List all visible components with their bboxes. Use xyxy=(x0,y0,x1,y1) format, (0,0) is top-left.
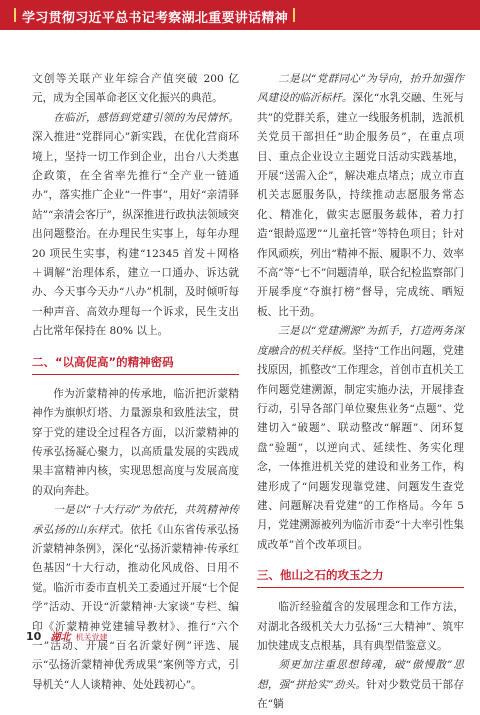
right-paragraph-1 xyxy=(257,70,464,322)
right-paragraph-4-body: 针对少数党员干部存在“躺 xyxy=(257,678,464,711)
right-paragraph-2-lead: 三是以“党建溯源”为抓手，打造两务深度融合的机关样板。 xyxy=(257,325,464,357)
left-paragraph-4-lead: 一是以“十大行动”为依托，共筑精神传承弘扬的山东样式。 xyxy=(32,504,239,536)
header-title: 学习贯彻习近平总书记考察湖北重要讲话精神 xyxy=(22,11,289,26)
section-heading-3: 三、他山之石的攻玉之力 xyxy=(257,567,464,588)
page-footer xyxy=(26,628,108,643)
left-paragraph-4-body: 依托《山东省传承弘扬沂蒙精神条例》，深化“弘扬沂蒙精神·传承红色基因”十大行动，推动化风成俗、日用不觉。临沂市委市直机关工委通过开展“七个促学”活动、开设“沂蒙精神·大家谈”专栏、编印《沂蒙精神党建辅导教材》、推行“六个一”活动、开展“百名沂蒙好例”评选、展示“弘扬沂蒙精神优秀成果”案例等方式，引导机关“人人谈精神、处处践初心”。 xyxy=(32,523,239,691)
left-paragraph-1: 文创等关联产业年综合产值突破 200 亿元，成为全国革命老区文化振兴的典范。 xyxy=(32,73,239,105)
left-paragraph-2-body: 深入推进“党群同心”新实践，在优化营商环境上，坚持一切工作到企业，出台八大类惠企政策，在全省率先推行“全产业一链通办”，落实推广企业“一件事”，用好“亲清驿站”“亲清会客厅”，纵深推进行政执法领域突出问题整治。在办理民生实事上，每年办理 20 项民生实事，构建“12345 首发＋网格＋调解”治理体系，建立一口通办、诉达就办、今天事今天办“八办”机制，及时倾听每一种声音、高效办理每一个诉求，民生支出占比常年保持在 80% 以上。 xyxy=(32,131,239,338)
right-paragraph-2 xyxy=(257,322,464,555)
right-paragraph-1-body: 深化“水乳交融、生死与共”的党群关系，建立一线服务机制，选派机关党员干部担任“助企服务员”，在重点项目、重点企业设立主题党日活动实践基地，开展“送需入企”，解决难点堵点；成立市直机关志愿服务队，持续推动志愿服务常态化、精准化，做实志愿服务载体，着力打造“银龄巡逻”“儿童托管”等特色项目；针对作风顽疾，列出“精神不振、履职不力、效率不高”等“七不”问题清单，联合纪检监察部门开展季度“夺旗打榜”督导，完成统、晒短板、比干劲。 xyxy=(257,92,464,318)
magazine-name: 湖北 xyxy=(50,632,71,643)
left-paragraph-4 xyxy=(32,501,239,695)
left-paragraph-2 xyxy=(32,109,239,342)
section-heading-2: 二、“以高促高”的精神密码 xyxy=(32,354,239,375)
left-column xyxy=(32,70,239,695)
right-paragraph-1-lead: 二是以“党群同心”为导向，抬升加强作风建设的临沂标杆。 xyxy=(257,73,464,105)
left-paragraph-3: 作为沂蒙精神的传承地，临沂把沂蒙精神作为旗帜灯塔、力量源泉和致胜法宝，贯穿于党的建设全过程各方面，以沂蒙精神的传承弘扬凝心聚力，以高质量发展的实践成果丰富精神内核，实现思想高度与发展高度的双向奔赴。 xyxy=(32,387,239,497)
page-number: 10 xyxy=(26,630,42,643)
right-paragraph-4-lead: 须更加注重思想铸魂，破“傲慢散”思想，强“拼抢实”劲头。 xyxy=(257,659,464,691)
right-paragraph-4 xyxy=(257,656,464,714)
header-right-mark xyxy=(293,8,295,22)
right-paragraph-2-body: 坚持“工作出问题，党建找原因，抓整改”工作理念，首创市直机关工作问题党建溯源，制定实施办法，开展排查行动，引导各部门单位聚焦业务“点题”、党建切入“破题”、联动整改“解题”、闭环复盘“验题”，以逆向式、延续性、务实化理念，一体推进机关党的建设和业务工作，构建形成了“问题发现靠党建、问题发生查党建、问题解决看党建”的工作格局。今年 5 月，党建溯源被列为临沂市委“十大率引性集成改革”首个改革项目。 xyxy=(257,344,464,551)
right-paragraph-3: 临沂经验蕴含的发展理念和工作方法，对湖北各级机关大力弘扬“三大精神”、筑牢加快建成支点根基，具有典型借鉴意义。 xyxy=(257,601,464,652)
left-paragraph-2-lead: 在临沂，感悟到党建引领的为民情怀。 xyxy=(53,111,239,124)
header-left-mark xyxy=(14,8,16,22)
magazine-subtitle: 机关党建 xyxy=(75,633,108,642)
right-column xyxy=(257,70,464,715)
header-banner xyxy=(0,0,480,30)
